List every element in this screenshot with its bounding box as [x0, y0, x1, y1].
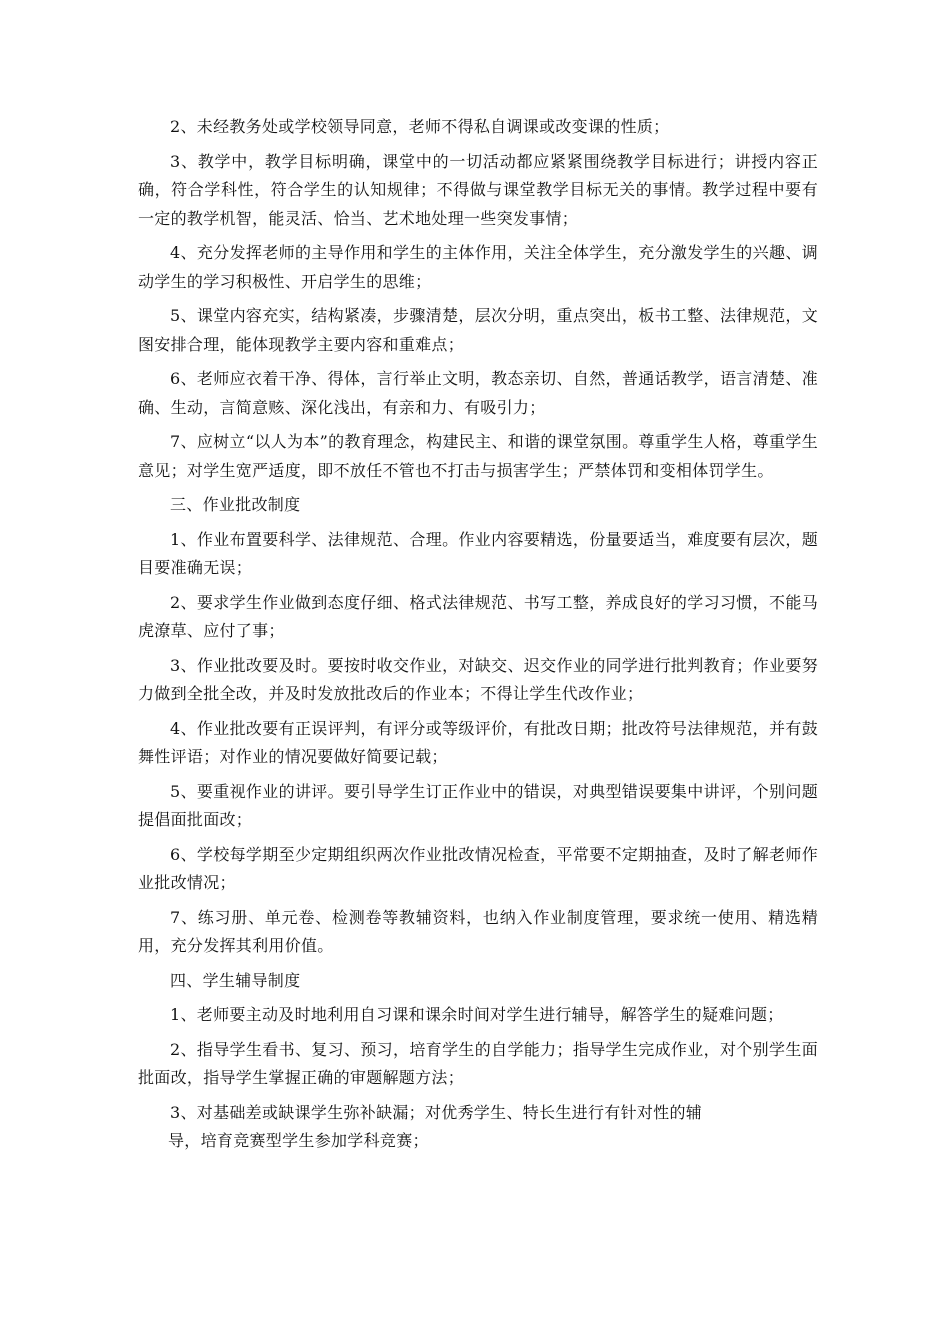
document-body	[138, 113, 818, 1162]
paragraph: 3、作业批改要及时。要按时收交作业，对缺交、迟交作业的同学进行批判教育；作业要努力做到全批全改，并及时发放批改后的作业本；不得让学生代改作业；	[138, 655, 818, 703]
paragraph: 3、教学中，教学目标明确，课堂中的一切活动都应紧紧围绕教学目标进行；讲授内容正确，符合学科性，符合学生的认知规律；不得做与课堂教学目标无关的事情。教学过程中要有一定的教学机智，能灵活、恰当、艺术地处理一些突发事情；	[138, 151, 818, 228]
paragraph: 4、作业批改要有正误评判，有评分或等级评价，有批改日期；批改符号法律规范，并有鼓舞性评语；对作业的情况要做好简要记载；	[138, 718, 818, 766]
paragraph: 5、要重视作业的讲评。要引导学生订正作业中的错误，对典型错误要集中讲评，个别问题提倡面批面改；	[138, 781, 818, 829]
paragraph: 1、作业布置要科学、法律规范、合理。作业内容要精选，份量要适当，难度要有层次，题目要准确无误；	[138, 529, 818, 577]
paragraph-line: 导，培育竞赛型学生参加学科竞赛；	[168, 1131, 429, 1150]
section-heading-homework: 三、作业批改制度	[170, 495, 301, 514]
paragraph: 4、充分发挥老师的主导作用和学生的主体作用，关注全体学生，充分激发学生的兴趣、调动学生的学习积极性、开启学生的思维；	[138, 243, 818, 291]
paragraph: 2、要求学生作业做到态度仔细、格式法律规范、书写工整，养成良好的学习习惯，不能马虎潦草、应付了事；	[138, 592, 818, 640]
paragraph-line: 3、对基础差或缺课学生弥补缺漏；对优秀学生、特长生进行有针对性的辅	[170, 1102, 703, 1122]
paragraph: 7、应树立“以人为本”的教育理念，构建民主、和谐的课堂氛围。尊重学生人格，尊重学生意见；对学生宽严适度，即不放任不管也不打击与损害学生；严禁体罚和变相体罚学生。	[138, 432, 818, 480]
paragraph: 2、未经教务处或学校领导同意，老师不得私自调课或改变课的性质；	[170, 117, 670, 136]
paragraph: 5、课堂内容充实，结构紧凑，步骤清楚，层次分明，重点突出，板书工整、法律规范，文图安排合理，能体现教学主要内容和重难点；	[138, 306, 818, 354]
paragraph: 1、老师要主动及时地利用自习课和课余时间对学生进行辅导，解答学生的疑难问题；	[170, 1005, 784, 1024]
section-heading-tutoring: 四、学生辅导制度	[170, 970, 301, 990]
paragraph: 6、老师应衣着干净、得体，言行举止文明，教态亲切、自然，普通话教学，语言清楚、准确、生动，言简意赅、深化浅出，有亲和力、有吸引力；	[138, 369, 818, 417]
paragraph: 7、练习册、单元卷、检测卷等教辅资料，也纳入作业制度管理，要求统一使用、精选精用，充分发挥其利用价值。	[138, 907, 818, 955]
paragraph: 2、指导学生看书、复习、预习，培育学生的自学能力；指导学生完成作业，对个别学生面批面改，指导学生掌握正确的审题解题方法；	[138, 1039, 818, 1087]
paragraph: 6、学校每学期至少定期组织两次作业批改情况检查，平常要不定期抽查，及时了解老师作业批改情况；	[138, 844, 818, 892]
